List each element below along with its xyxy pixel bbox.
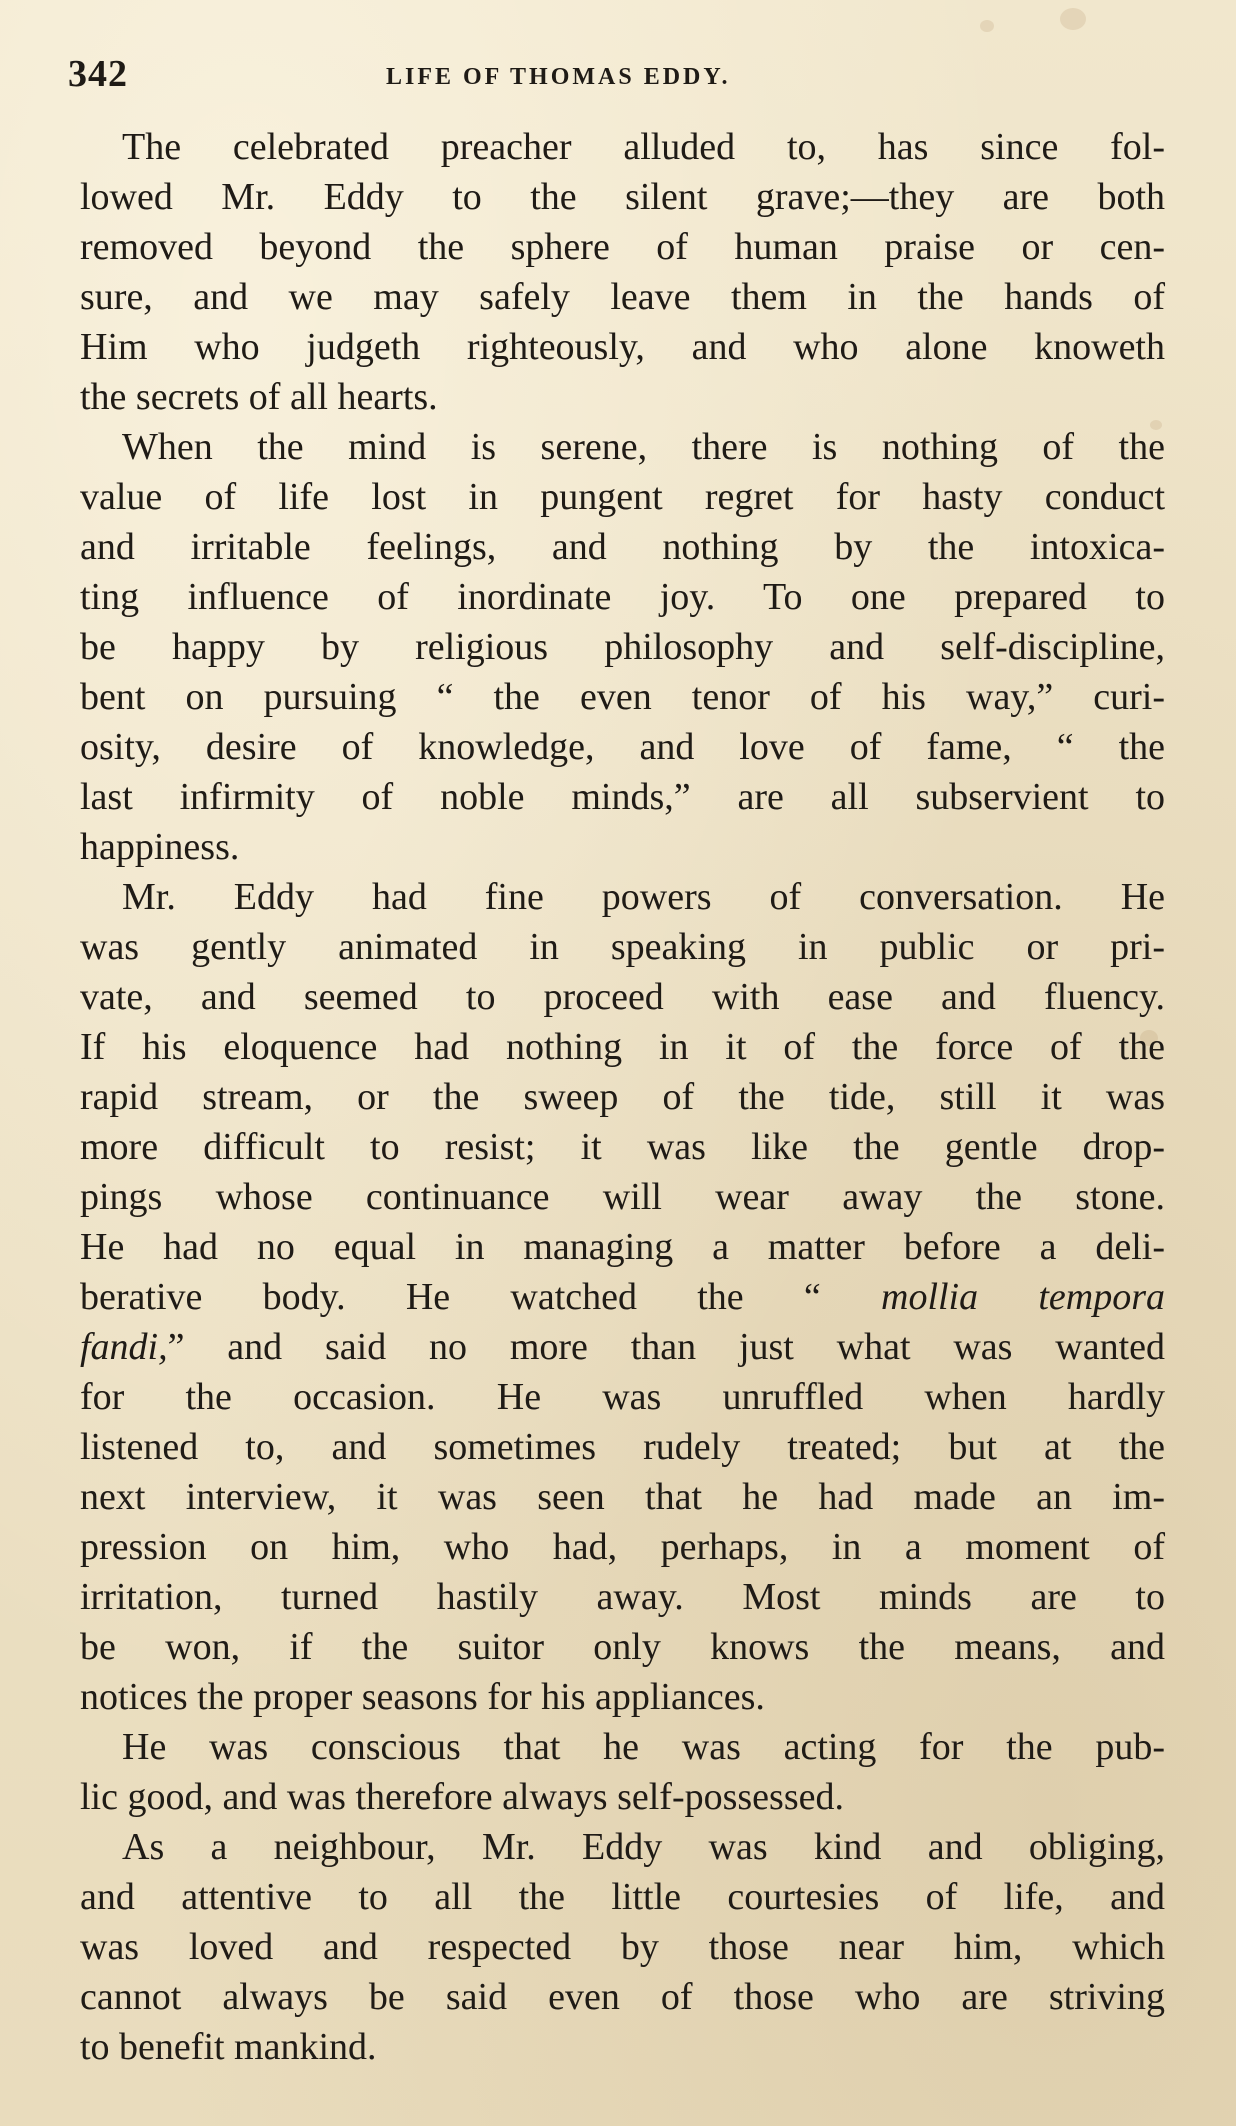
paragraph [80,122,1165,422]
text-line: be happy by religious philosophy and self-discipline, [80,626,1165,668]
text-line: osity, desire of knowledge, and love of fame, “ the [80,726,1165,768]
text-line: was loved and respected by those near him, which [80,1926,1165,1968]
text-line: last infirmity of noble minds,” are all subservient to [80,776,1165,818]
text-line: If his eloquence had nothing in it of the force of the [80,1026,1165,1068]
text-line: and attentive to all the little courtesies of life, and [80,1876,1165,1918]
text-line: Mr. Eddy had fine powers of conversation. He [122,876,1165,918]
latin-phrase: mollia tempora [881,1276,1165,1318]
text-line: pings whose continuance will wear away the stone. [80,1176,1165,1218]
paragraph [80,1822,1165,2072]
open-quote: “ [803,1276,881,1318]
text-line: notices the proper seasons for his appliances. [80,1676,765,1718]
text-line: removed beyond the sphere of human praise or cen- [80,226,1165,268]
text-line: for the occasion. He was unruffled when hardly [80,1376,1165,1418]
text-line: The celebrated preacher alluded to, has since fol- [122,126,1165,168]
body-text [80,122,1165,2072]
paragraph [80,872,1165,1722]
text-line: When the mind is serene, there is nothing of the [122,426,1165,468]
text-line: vate, and seemed to proceed with ease and fluency. [80,976,1165,1018]
text-run: ” and said no more than just what was wanted [167,1326,1165,1368]
text-line: He had no equal in managing a matter before a deli- [80,1226,1165,1268]
text-line: lic good, and was therefore always self-possessed. [80,1776,844,1818]
text-line: cannot always be said even of those who are striving [80,1976,1165,2018]
text-line: to benefit mankind. [80,2026,377,2068]
text-run: berative body. He watched the [80,1276,804,1318]
text-line: more difficult to resist; it was like the gentle drop- [80,1126,1165,1168]
text-line: and irritable feelings, and nothing by the intoxica- [80,526,1165,568]
text-line: the secrets of all hearts. [80,376,438,418]
paper-stain [980,20,994,32]
running-title: LIFE OF THOMAS EDDY. [386,64,731,90]
text-line: sure, and we may safely leave them in the hands of [80,276,1165,318]
text-line: ting influence of inordinate joy. To one prepared to [80,576,1165,618]
page-number: 342 [68,53,128,95]
page-header [68,52,1168,112]
text-line-with-italic [80,1272,1165,1322]
text-line: be won, if the suitor only knows the means, and [80,1626,1165,1668]
text-line: pression on him, who had, perhaps, in a moment of [80,1526,1165,1568]
paper-stain [1060,8,1086,30]
paragraph [80,422,1165,872]
text-line: As a neighbour, Mr. Eddy was kind and obliging, [122,1826,1165,1868]
text-line: lowed Mr. Eddy to the silent grave;—they are both [80,176,1165,218]
latin-phrase-end: fandi, [80,1326,168,1368]
text-line: listened to, and sometimes rudely treated; but at the [80,1426,1165,1468]
text-line: bent on pursuing “ the even tenor of his way,” curi- [80,676,1165,718]
text-line: next interview, it was seen that he had made an im- [80,1476,1165,1518]
text-line: irritation, turned hastily away. Most minds are to [80,1576,1165,1618]
text-line-with-italic [80,1322,1165,1372]
text-line: was gently animated in speaking in public or pri- [80,926,1165,968]
paragraph [80,1722,1165,1822]
text-line: He was conscious that he was acting for the pub- [122,1726,1165,1768]
text-line: value of life lost in pungent regret for hasty conduct [80,476,1165,518]
text-line: happiness. [80,826,240,868]
text-line: Him who judgeth righteously, and who alone knoweth [80,326,1165,368]
text-line: rapid stream, or the sweep of the tide, still it was [80,1076,1165,1118]
